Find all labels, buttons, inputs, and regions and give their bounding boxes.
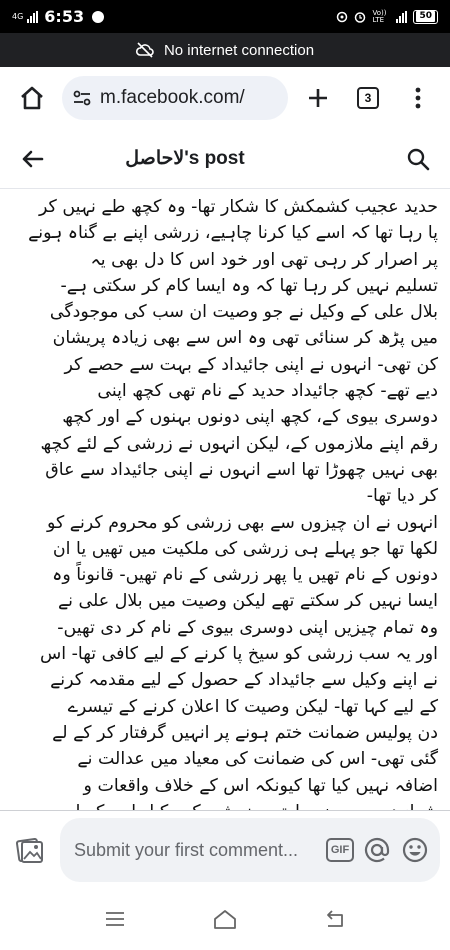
recent-apps-icon [104, 910, 126, 928]
back-nav-button[interactable] [310, 899, 360, 939]
post-line: دن پولیس ضمانت ختم ہونے پر انہیں گرفتار کر کے لے [52, 722, 438, 743]
post-line: کے لیے کہا تھا- لیکن وصیت کا اعلان کرنے کے تیسرے [67, 696, 438, 717]
home-nav-button[interactable] [200, 899, 250, 939]
cloud-off-icon [136, 42, 154, 58]
post-line: نے اپنے وکیل سے جائیداد کے حصول کے لیے مقدمہ کرنے [50, 670, 438, 691]
emoji-icon[interactable] [400, 835, 430, 865]
post-line: کن تھی- انہوں نے اپنی جائیداد کے بہت سے حصے کر [64, 354, 438, 375]
status-left [12, 7, 104, 26]
new-tab-button[interactable] [296, 76, 340, 120]
browser-toolbar [0, 67, 450, 129]
post-body-text [0, 189, 450, 825]
cell-signal-icon [396, 11, 407, 23]
back-nav-icon [323, 909, 347, 929]
battery-level: 50 [416, 11, 435, 22]
post-line: پا رہا تھا کہ اسے کیا کرنا چاہیے، زرشی اپنے بے گناہ ہونے [28, 223, 438, 244]
url-text: m.facebook.com/ [100, 87, 245, 108]
post-line: اور یہ سب زرشی کو سیخ پا کرنے کے لیے کافی تھا- اس [40, 644, 438, 665]
browser-menu-button[interactable] [396, 76, 440, 120]
post-line: لکھا تھا جو پہلے ہی زرشی کی ملکیت میں تھیں یا ان [52, 538, 438, 559]
clock-time: 6:53 [44, 7, 85, 26]
address-bar[interactable] [62, 76, 288, 120]
post-line: بھی نہیں چھوڑا تھا اسے انہوں نے اپنی جائیداد سے عاق [45, 459, 438, 480]
post-line: پر اصرار کر رہی تھی اور خود اس کا دل بھی یہ [90, 249, 438, 270]
post-line: دیے تھے- کچھ جائیداد حدید کے نام تھی کچھ اپنی [97, 381, 438, 402]
post-line: دوسری بیوی کے، کچھ اپنی دونوں بہنوں کے اور کچھ [62, 407, 438, 428]
post-line: اضافہ نہیں کیا تھا کیونکہ اس کے خلاف واقعات و [83, 775, 438, 796]
site-settings-icon[interactable] [72, 88, 92, 108]
comment-placeholder: Submit your first comment... [74, 839, 299, 860]
comment-tools [326, 835, 430, 865]
recent-apps-button[interactable] [90, 899, 140, 939]
gif-icon[interactable]: GIF [326, 838, 354, 862]
post-line: حدید عجیب کشمکش کا شکار تھا- وہ کچھ طے نہیں کر [38, 197, 438, 217]
tab-switcher-button[interactable] [346, 76, 390, 120]
post-line: بلال علی کے وکیل نے جو وصیت ان سب کی موجودگی [49, 302, 438, 323]
post-line: رقم اپنے ملازموں کے، لیکن انہوں نے زرشی کے لئے کچھ [40, 433, 438, 454]
comment-composer [0, 810, 450, 888]
post-content[interactable] [0, 189, 450, 810]
status-bar [0, 0, 450, 33]
home-button[interactable] [10, 76, 54, 120]
offline-banner [0, 33, 450, 67]
post-line: دونوں کے نام تھیں یا پھر زرشی کے نام تھیں- قانوناً وہ [52, 565, 438, 586]
back-arrow-icon [20, 149, 44, 169]
post-line: میں پڑھ کر سنائی تھی وہ اس سے بھی زیادہ پریشان [52, 328, 438, 349]
post-line: وہ تمام چیزیں اپنی دوسری بیوی کے نام کر دی تھیں- [57, 617, 438, 638]
back-button[interactable] [10, 137, 54, 181]
search-button[interactable] [396, 137, 440, 181]
photo-icon [15, 835, 45, 865]
status-right [336, 10, 438, 24]
comment-input[interactable] [60, 818, 440, 882]
menu-kebab-icon [414, 86, 422, 110]
post-line: تسلیم نہیں کر رہا تھا کہ وہ ایسا کام کر سکتی ہے- [60, 275, 438, 296]
post-line: انہوں نے ان چیزوں سے بھی زرشی کو محروم کرنے کو [46, 512, 438, 533]
data-saver-icon [336, 11, 348, 23]
signal-icon [27, 11, 38, 23]
add-photo-button[interactable] [10, 830, 50, 870]
volte-indicator: Vo)) LTE [372, 8, 387, 24]
home-nav-icon [212, 908, 238, 930]
post-line: کر دیا تھا- [366, 486, 438, 507]
page-title: لاحاصل's post [125, 148, 245, 169]
alarm-icon [92, 11, 104, 23]
tab-switcher-icon: 3 [357, 87, 379, 109]
home-icon [19, 85, 45, 111]
new-tab-plus-icon [306, 86, 330, 110]
network-type: 4G [12, 11, 24, 21]
search-icon [406, 147, 430, 171]
post-line: گئی تھی- اس کی ضمانت کی معیاد میں عدالت نے [77, 749, 438, 770]
post-header [0, 129, 450, 189]
post-line: ایسا نہیں کر سکتے تھے لیکن وصیت میں بلال علی نے [57, 591, 438, 612]
mention-at-icon[interactable] [362, 835, 392, 865]
offline-banner-text: No internet connection [163, 41, 315, 59]
battery-icon [413, 10, 438, 24]
alarm-clock-icon [354, 11, 366, 23]
system-nav-bar [0, 888, 450, 950]
